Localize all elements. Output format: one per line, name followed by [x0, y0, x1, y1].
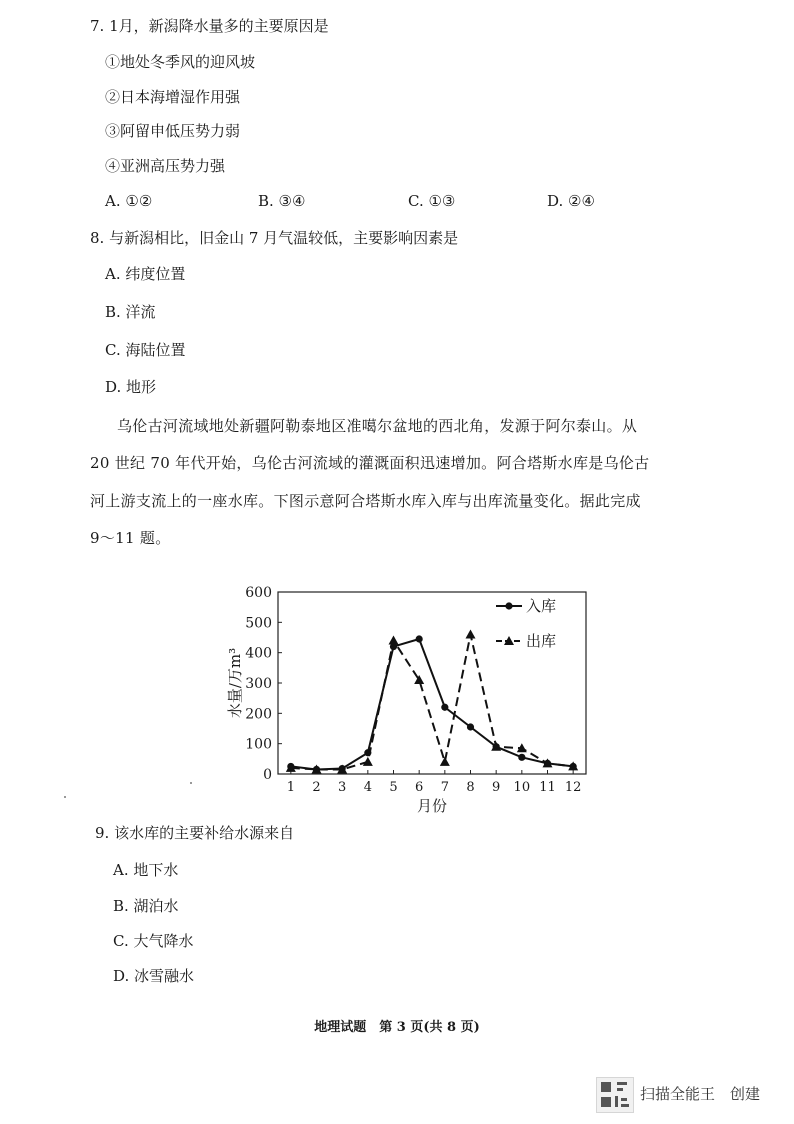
y-tick-label: 500: [245, 615, 272, 632]
y-tick-label: 300: [245, 676, 272, 692]
q8-stem: 8. 与新潟相比，旧金山 7 月气温较低，主要影响因素是: [90, 229, 459, 247]
q7-option-d: D. ②④: [547, 192, 595, 210]
legend-marker-inflow: [505, 602, 512, 609]
passage-line-1: 乌伦古河流域地处新疆阿勒泰地区准噶尔盆地的西北角，发源于阿尔泰山。从: [117, 417, 638, 435]
q8-option-c: C. 海陆位置: [105, 341, 186, 359]
passage-line-3: 河上游支流上的一座水库。下图示意阿合塔斯水库入库与出库流量变化。据此完成: [90, 492, 641, 510]
x-tick-label: 6: [415, 780, 424, 795]
x-tick-label: 5: [389, 780, 398, 795]
q8-option-b: B. 洋流: [105, 303, 156, 321]
x-tick-label: 11: [539, 780, 556, 795]
scanner-watermark-text: 扫描全能王 创建: [640, 1085, 761, 1103]
y-tick-label: 600: [245, 585, 272, 601]
x-tick-label: 7: [440, 780, 449, 795]
y-tick-label: 100: [245, 736, 272, 753]
q9-option-d: D. 冰雪融水: [113, 967, 195, 985]
series-line-outflow: [291, 634, 573, 769]
outflow-point: [466, 629, 476, 638]
x-tick-label: 4: [363, 780, 372, 795]
inflow-point: [416, 635, 423, 642]
y-axis-label: 水量/万m³: [226, 647, 244, 719]
page-footer: 地理试题 第 3 页(共 8 页): [314, 1020, 480, 1035]
q7-option-a: A. ①②: [105, 192, 153, 210]
scan-speck: [190, 782, 192, 784]
chart-svg: [218, 578, 598, 818]
x-tick-label: 8: [466, 780, 475, 795]
scanner-logo-icon: [596, 1077, 634, 1113]
y-tick-label: 400: [245, 645, 272, 662]
q7-option-b: B. ③④: [258, 192, 306, 210]
inflow-point: [441, 704, 448, 711]
q8-option-a: A. 纬度位置: [105, 265, 186, 283]
passage-line-2: 20 世纪 70 年代开始，乌伦古河流域的灌溉面积迅速增加。阿合塔斯水库是乌伦古: [90, 454, 650, 472]
legend-label-outflow: 出库: [526, 632, 557, 650]
q8-option-d: D. 地形: [105, 378, 157, 396]
q7-statement-4: ④亚洲高压势力强: [105, 157, 226, 175]
outflow-point: [363, 757, 373, 766]
q9-option-c: C. 大气降水: [113, 932, 194, 950]
scan-speck: [64, 796, 66, 798]
inflow-point: [518, 754, 525, 761]
x-axis-label: 月份: [416, 797, 448, 815]
q9-option-a: A. 地下水: [113, 861, 179, 879]
series-line-inflow: [291, 639, 573, 769]
outflow-point: [389, 636, 399, 645]
q7-statement-2: ②日本海增湿作用强: [105, 88, 241, 106]
q9-option-b: B. 湖泊水: [113, 897, 179, 915]
x-tick-label: 12: [564, 780, 582, 795]
passage-line-4: 9～11 题。: [90, 529, 171, 547]
outflow-point: [440, 757, 450, 766]
x-tick-label: 1: [286, 780, 295, 795]
x-tick-label: 9: [492, 780, 501, 795]
q7-statement-3: ③阿留申低压势力弱: [105, 122, 241, 140]
q7-stem: 7. 1月，新潟降水量多的主要原因是: [90, 17, 329, 35]
q9-stem: 9. 该水库的主要补给水源来自: [95, 824, 295, 842]
q7-option-c: C. ①③: [408, 192, 456, 210]
reservoir-flow-chart: [218, 578, 598, 818]
q7-statement-1: ①地处冬季风的迎风坡: [105, 53, 256, 71]
x-tick-label: 10: [513, 780, 531, 795]
legend-label-inflow: 入库: [526, 597, 557, 615]
y-tick-label: 200: [245, 706, 272, 723]
x-tick-label: 2: [312, 780, 321, 795]
inflow-point: [467, 723, 474, 730]
y-tick-label: 0: [263, 767, 272, 783]
x-tick-label: 3: [338, 780, 347, 795]
plot-frame: [278, 592, 586, 774]
